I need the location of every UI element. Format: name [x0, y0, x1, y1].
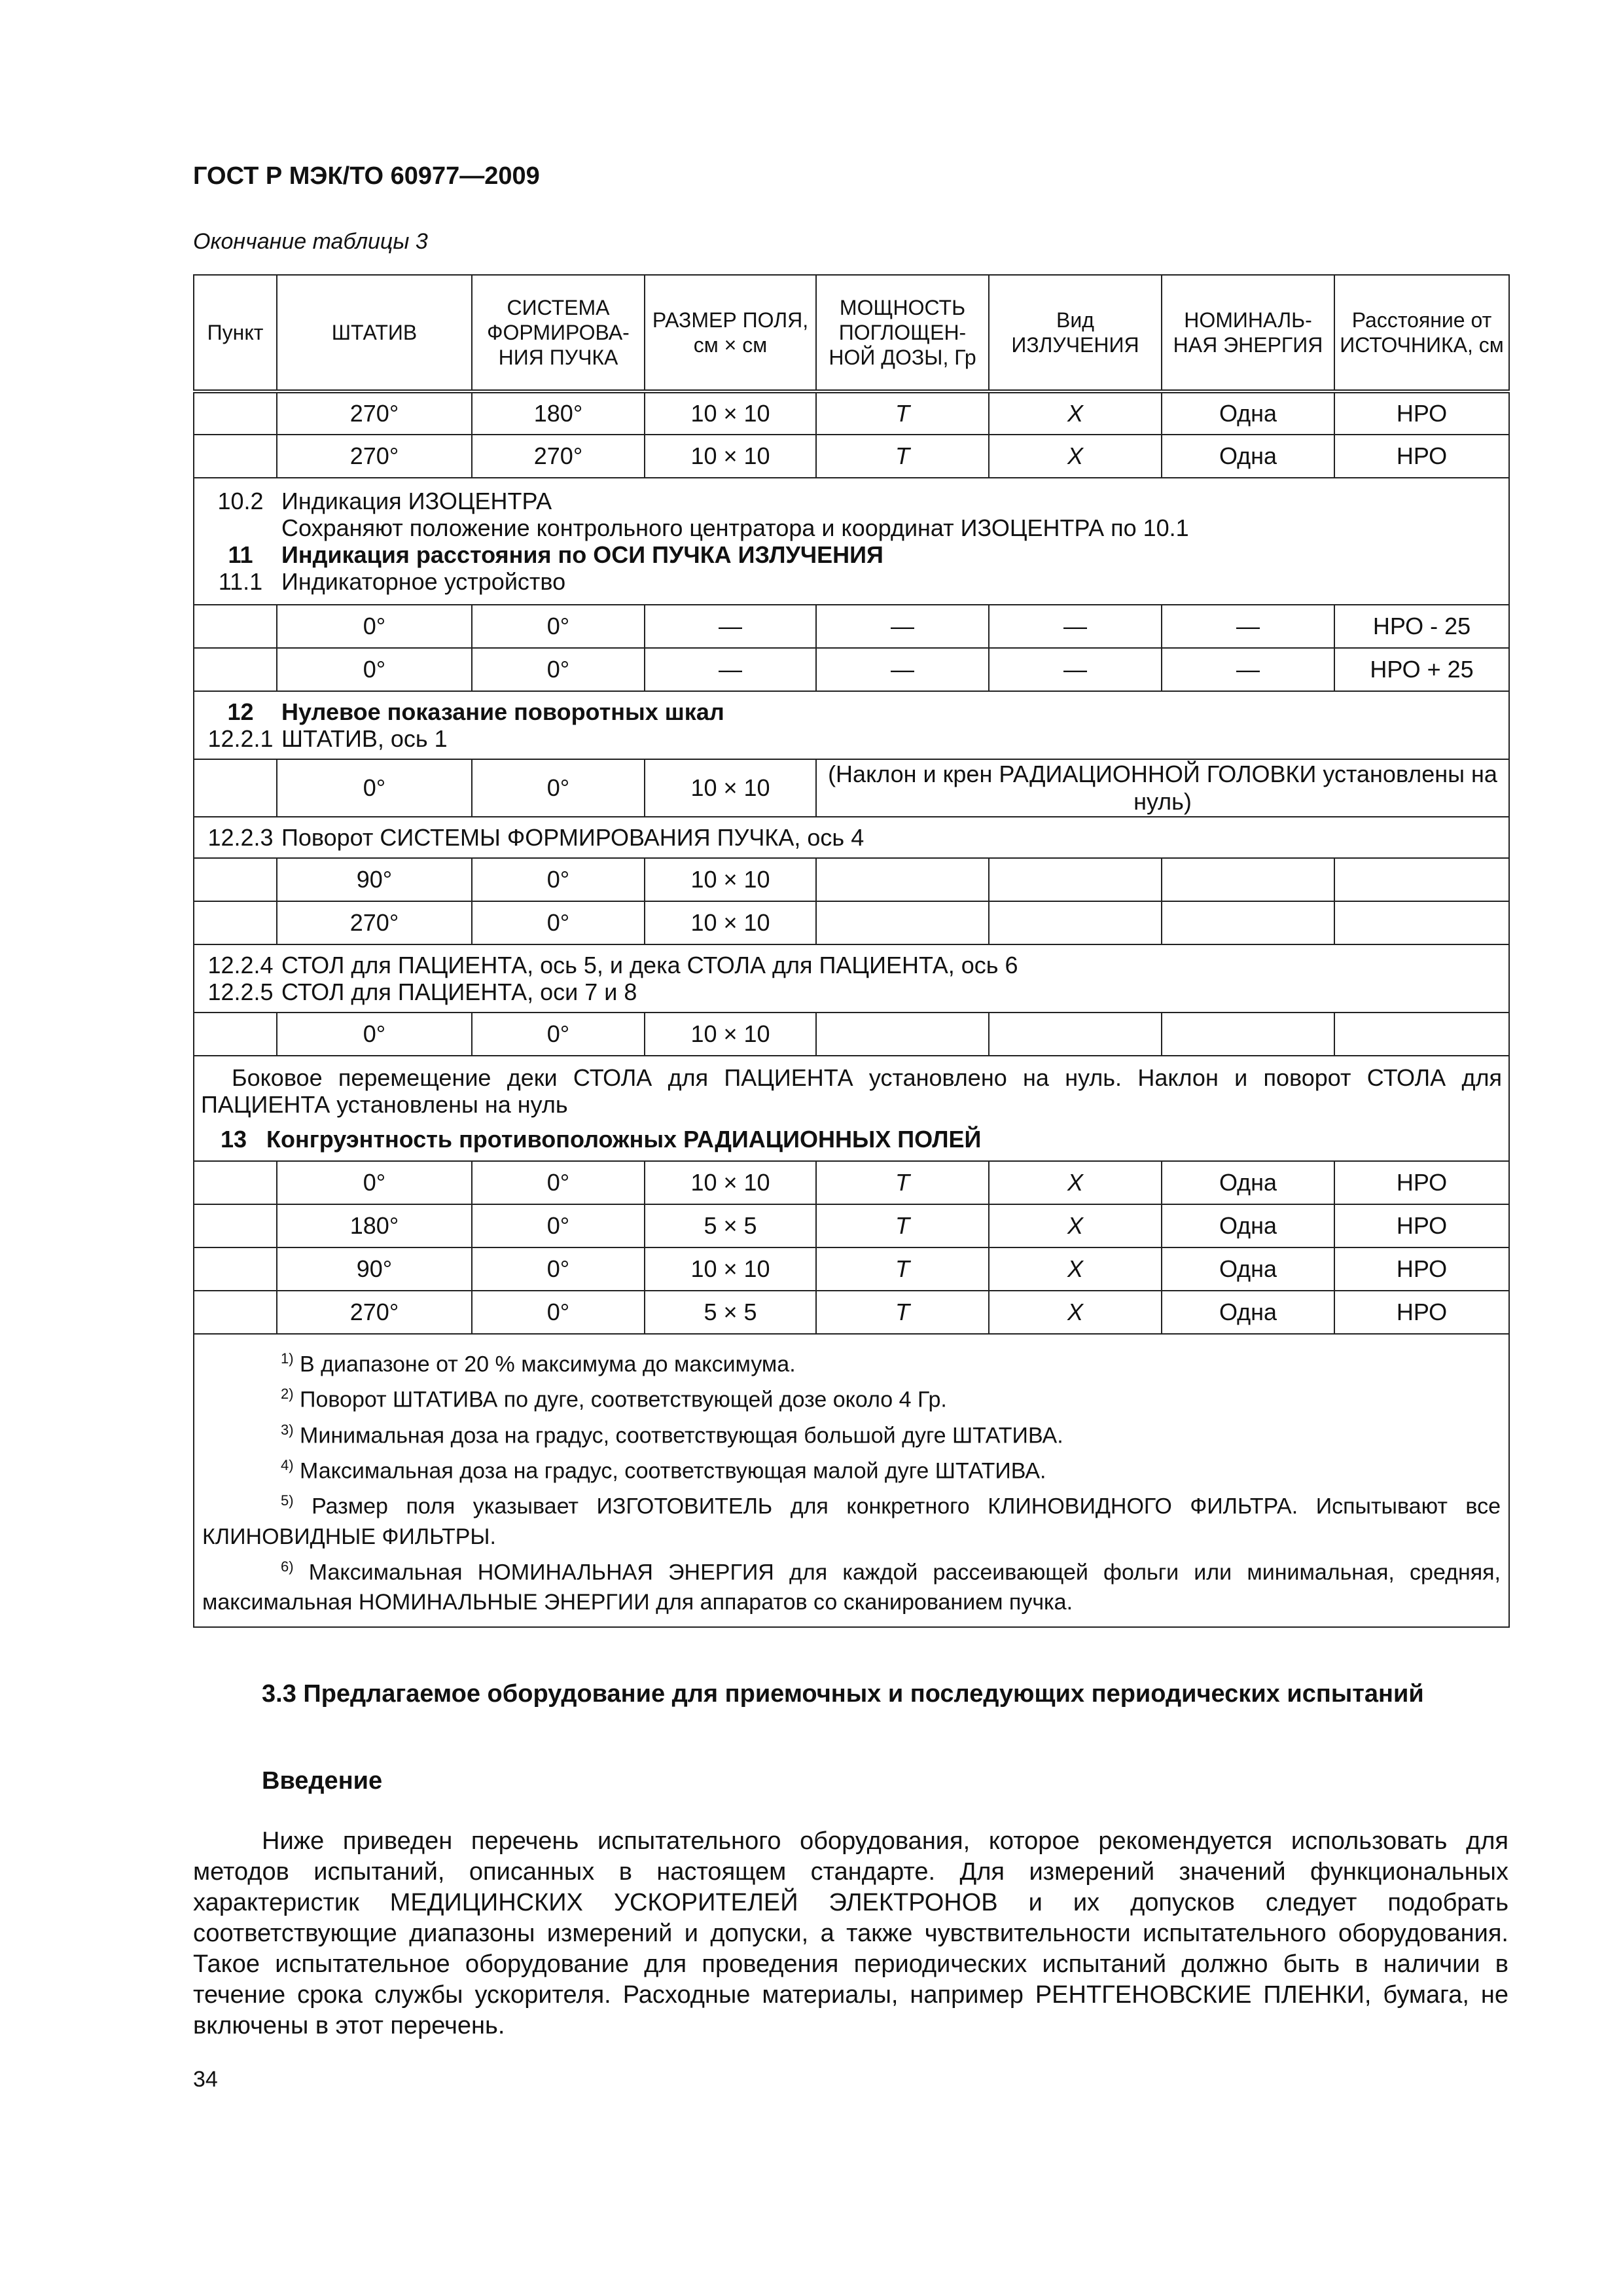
footnotes-cell: [194, 1334, 1509, 1627]
section-line: [201, 1126, 1502, 1153]
clause-text: Конгруэнтность противоположных РАДИАЦИОННЫХ ПОЛЕЙ: [266, 1126, 982, 1153]
clause-text: СТОЛ для ПАЦИЕНТА, оси 7 и 8: [281, 978, 637, 1005]
table-cell: 0°: [472, 759, 645, 817]
table-cell: T: [816, 435, 989, 478]
clause-text: Сохраняют положение контрольного центратора и координат ИЗОЦЕНТРА по 10.1: [281, 514, 1189, 541]
table-row: [194, 1013, 1509, 1056]
table-cell: [1334, 1013, 1509, 1056]
footnote-mark: 4): [281, 1456, 294, 1473]
clause-number: 12: [227, 698, 254, 725]
table-row: [194, 1291, 1509, 1334]
table-header-row: [194, 275, 1509, 391]
subsection-heading: Введение: [262, 1767, 383, 1795]
footnote-mark: 5): [281, 1492, 294, 1509]
table-cell: —: [1162, 605, 1334, 648]
table-cell: [1334, 901, 1509, 944]
table-cell: [194, 858, 277, 901]
table-cell: 270°: [277, 435, 472, 478]
table-cell: 270°: [277, 1291, 472, 1334]
clause-number: 11.1: [218, 568, 263, 595]
footnote: [202, 1415, 1501, 1450]
table-cell: [194, 1204, 277, 1247]
table-cell: 10 × 10: [645, 901, 816, 944]
footnote: [202, 1379, 1501, 1414]
table-cell: [194, 435, 277, 478]
section-line: [200, 698, 1503, 725]
table-cell: НРО: [1334, 1291, 1509, 1334]
table-cell: 10 × 10: [645, 1247, 816, 1291]
table-cell: X: [989, 435, 1162, 478]
table-cell: 0°: [277, 759, 472, 817]
table-cell: [194, 1013, 277, 1056]
table-caption: Окончание таблицы 3: [193, 229, 428, 254]
table-cell: 0°: [472, 648, 645, 691]
table-cell: —: [816, 605, 989, 648]
clause-number: 11: [228, 541, 253, 568]
clause-text: Поворот СИСТЕМЫ ФОРМИРОВАНИЯ ПУЧКА, ось 4: [281, 824, 865, 851]
table-cell: 10 × 10: [645, 435, 816, 478]
table-row: [194, 1247, 1509, 1291]
table-cell: [816, 858, 989, 901]
table-cell: 180°: [277, 1204, 472, 1247]
table-cell: Одна: [1162, 1204, 1334, 1247]
table-cell: [194, 1161, 277, 1204]
table-cell: Одна: [1162, 1161, 1334, 1204]
table-cell: X: [989, 1247, 1162, 1291]
table-cell: [194, 648, 277, 691]
table-cell: T: [816, 391, 989, 435]
table-cell: Одна: [1162, 1247, 1334, 1291]
clause-text: ШТАТИВ, ось 1: [281, 725, 448, 752]
table-cell: НРО + 25: [1334, 648, 1509, 691]
table-cell: T: [816, 1161, 989, 1204]
table-row: [194, 1161, 1509, 1204]
table-cell: 90°: [277, 1247, 472, 1291]
col-header: Вид ИЗЛУЧЕНИЯ: [989, 275, 1162, 391]
table-cell: —: [645, 605, 816, 648]
footnote-text: Максимальная НОМИНАЛЬНАЯ ЭНЕРГИЯ для каждой рассеивающей фольги или минимальная, средняя, максимальная НОМИНАЛЬНЫЕ ЭНЕРГИИ для аппаратов со сканированием пучка.: [202, 1559, 1501, 1615]
clause-number: 13: [220, 1126, 247, 1153]
table-row: [194, 605, 1509, 648]
section-row: [194, 691, 1509, 759]
table-cell: 5 × 5: [645, 1291, 816, 1334]
footnote: [202, 1344, 1501, 1379]
lateral-note: Боковое перемещение деки СТОЛА для ПАЦИЕНТА установлено на нуль. Наклон и поворот СТОЛА для ПАЦИЕНТА установлены на нуль: [201, 1064, 1502, 1118]
table-cell: 10 × 10: [645, 391, 816, 435]
table-cell: [989, 901, 1162, 944]
footnote: [202, 1552, 1501, 1617]
table-cell: НРО: [1334, 435, 1509, 478]
table-cell: [1162, 858, 1334, 901]
col-header: ШТАТИВ: [277, 275, 472, 391]
col-header: НОМИНАЛЬ-НАЯ ЭНЕРГИЯ: [1162, 275, 1334, 391]
table-cell: Одна: [1162, 435, 1334, 478]
table-cell: 0°: [472, 1161, 645, 1204]
section-row: [194, 478, 1509, 605]
section-cell: [194, 1056, 1509, 1161]
section-line: [200, 514, 1503, 541]
clause-number: 12.2.1: [207, 725, 274, 752]
table-cell: 270°: [277, 901, 472, 944]
section-heading: 3.3 Предлагаемое оборудование для приемочных и последующих периодических испытаний: [262, 1680, 1424, 1708]
section-cell: [194, 478, 1509, 605]
footnote: [202, 1450, 1501, 1486]
table-cell: —: [816, 648, 989, 691]
table-cell: —: [1162, 648, 1334, 691]
footnotes-row: [194, 1334, 1509, 1627]
table-cell: X: [989, 1204, 1162, 1247]
table-cell: НРО: [1334, 1204, 1509, 1247]
table-row: [194, 435, 1509, 478]
table-cell: НРО: [1334, 391, 1509, 435]
table-cell: 0°: [472, 1204, 645, 1247]
clause-text: Индикация ИЗОЦЕНТРА: [281, 488, 552, 514]
table-row: [194, 391, 1509, 435]
table-cell: 0°: [472, 901, 645, 944]
table-cell: 5 × 5: [645, 1204, 816, 1247]
table-cell: [1162, 1013, 1334, 1056]
footnote-text: Минимальная доза на градус, соответствующая большой дуге ШТАТИВА.: [300, 1422, 1063, 1448]
table-cell: [816, 1013, 989, 1056]
col-header: РАЗМЕР ПОЛЯ, см × см: [645, 275, 816, 391]
section-line: [200, 978, 1503, 1005]
footnote: [202, 1486, 1501, 1551]
table-cell: 0°: [472, 605, 645, 648]
table-cell: 0°: [277, 648, 472, 691]
footnote-mark: 6): [281, 1558, 294, 1575]
document-title: ГОСТ Р МЭК/ТО 60977—2009: [193, 162, 540, 190]
table-cell: 180°: [472, 391, 645, 435]
table-cell: X: [989, 1161, 1162, 1204]
section-row: [194, 817, 1509, 858]
section-line: [200, 568, 1503, 595]
section-cell: [194, 817, 1509, 858]
section-line: [200, 488, 1503, 514]
table-cell: 10 × 10: [645, 1161, 816, 1204]
section-cell: [194, 691, 1509, 759]
table-cell: Одна: [1162, 391, 1334, 435]
table-cell: [194, 1291, 277, 1334]
table-cell: 10 × 10: [645, 1013, 816, 1056]
table-cell: 0°: [277, 1161, 472, 1204]
table-cell: 270°: [277, 391, 472, 435]
table-cell: [1162, 901, 1334, 944]
section-line: [200, 952, 1503, 978]
table-row: [194, 1204, 1509, 1247]
footnote-text: В диапазоне от 20 % максимума до максимума.: [300, 1352, 796, 1377]
table-cell: [194, 759, 277, 817]
row-note: (Наклон и крен РАДИАЦИОННОЙ ГОЛОВКИ установлены на нуль): [816, 759, 1509, 817]
section-row: [194, 944, 1509, 1013]
clause-number: 10.2: [217, 488, 264, 514]
table-cell: 0°: [472, 858, 645, 901]
footnote-text: Максимальная доза на градус, соответствующая малой дуге ШТАТИВА.: [300, 1458, 1046, 1484]
footnote-mark: 1): [281, 1350, 294, 1367]
table-cell: [194, 1247, 277, 1291]
table-cell: [194, 901, 277, 944]
table-cell: 0°: [472, 1013, 645, 1056]
table-row: [194, 759, 1509, 817]
table-cell: НРО: [1334, 1161, 1509, 1204]
footnote-text: Размер поля указывает ИЗГОТОВИТЕЛЬ для конкретного КЛИНОВИДНОГО ФИЛЬТРА. Испытывают все КЛИНОВИДНЫЕ ФИЛЬТРЫ.: [202, 1494, 1501, 1549]
spec-table: [193, 274, 1510, 1628]
table-cell: [1334, 858, 1509, 901]
table-cell: 10 × 10: [645, 759, 816, 817]
table-cell: T: [816, 1247, 989, 1291]
table-cell: Одна: [1162, 1291, 1334, 1334]
table-cell: [816, 901, 989, 944]
paragraph-text: Ниже приведен перечень испытательного оборудования, которое рекомендуется использовать для методов испытаний, описанных в настоящем стандарте. Для измерений значений функциональных характеристик МЕДИЦИНСКИХ УСКОРИТЕЛЕЙ ЭЛЕКТРОНОВ и их допусков следует подобрать соответствующие диапазоны измерений и допуски, а также чувствительности испытательного оборудования. Такое испытательное оборудование для проведения периодических испытаний должно быть в наличии в течение срока службы ускорителя. Расходные материалы, например РЕНТГЕНОВСКИЕ ПЛЕНКИ, бумага, не включены в этот перечень.: [193, 1827, 1508, 2039]
col-header: Пункт: [194, 275, 277, 391]
table-cell: [194, 391, 277, 435]
page-number: 34: [193, 2067, 218, 2092]
clause-number: 12.2.4: [207, 952, 274, 978]
table-cell: 0°: [277, 1013, 472, 1056]
table-cell: X: [989, 1291, 1162, 1334]
body-paragraph: [193, 1826, 1508, 2041]
table-row: [194, 648, 1509, 691]
table-cell: —: [989, 605, 1162, 648]
col-header: Расстояние от ИСТОЧНИКА, см: [1334, 275, 1509, 391]
table-cell: 10 × 10: [645, 858, 816, 901]
table-cell: T: [816, 1204, 989, 1247]
section-row: [194, 1056, 1509, 1161]
table-row: [194, 858, 1509, 901]
footnote-mark: 3): [281, 1421, 294, 1438]
clause-text: СТОЛ для ПАЦИЕНТА, ось 5, и дека СТОЛА для ПАЦИЕНТА, ось 6: [281, 952, 1018, 978]
table-cell: [989, 858, 1162, 901]
table-cell: —: [645, 648, 816, 691]
table-cell: НРО: [1334, 1247, 1509, 1291]
table-cell: —: [989, 648, 1162, 691]
table-cell: 90°: [277, 858, 472, 901]
table-cell: X: [989, 391, 1162, 435]
clause-text: Нулевое показание поворотных шкал: [281, 698, 724, 725]
table-cell: T: [816, 1291, 989, 1334]
table-cell: [989, 1013, 1162, 1056]
table-row: [194, 901, 1509, 944]
clause-text: Индикация расстояния по ОСИ ПУЧКА ИЗЛУЧЕНИЯ: [281, 541, 883, 568]
table-cell: 0°: [472, 1291, 645, 1334]
table-cell: 0°: [277, 605, 472, 648]
table-cell: 0°: [472, 1247, 645, 1291]
clause-text: Индикаторное устройство: [281, 568, 566, 595]
footnote-text: Поворот ШТАТИВА по дуге, соответствующей дозе около 4 Гр.: [300, 1387, 947, 1412]
section-line: [200, 725, 1503, 752]
table-cell: 270°: [472, 435, 645, 478]
table-cell: [194, 605, 277, 648]
section-line: [200, 541, 1503, 568]
clause-number: 12.2.5: [207, 978, 274, 1005]
col-header: СИСТЕМА ФОРМИРОВА-НИЯ ПУЧКА: [472, 275, 645, 391]
footnote-mark: 2): [281, 1386, 294, 1403]
section-cell: [194, 944, 1509, 1013]
section-line: [200, 824, 1503, 851]
col-header: МОЩНОСТЬ ПОГЛОЩЕН-НОЙ ДОЗЫ, Гр: [816, 275, 989, 391]
table-cell: НРО - 25: [1334, 605, 1509, 648]
clause-number: 12.2.3: [207, 824, 274, 851]
